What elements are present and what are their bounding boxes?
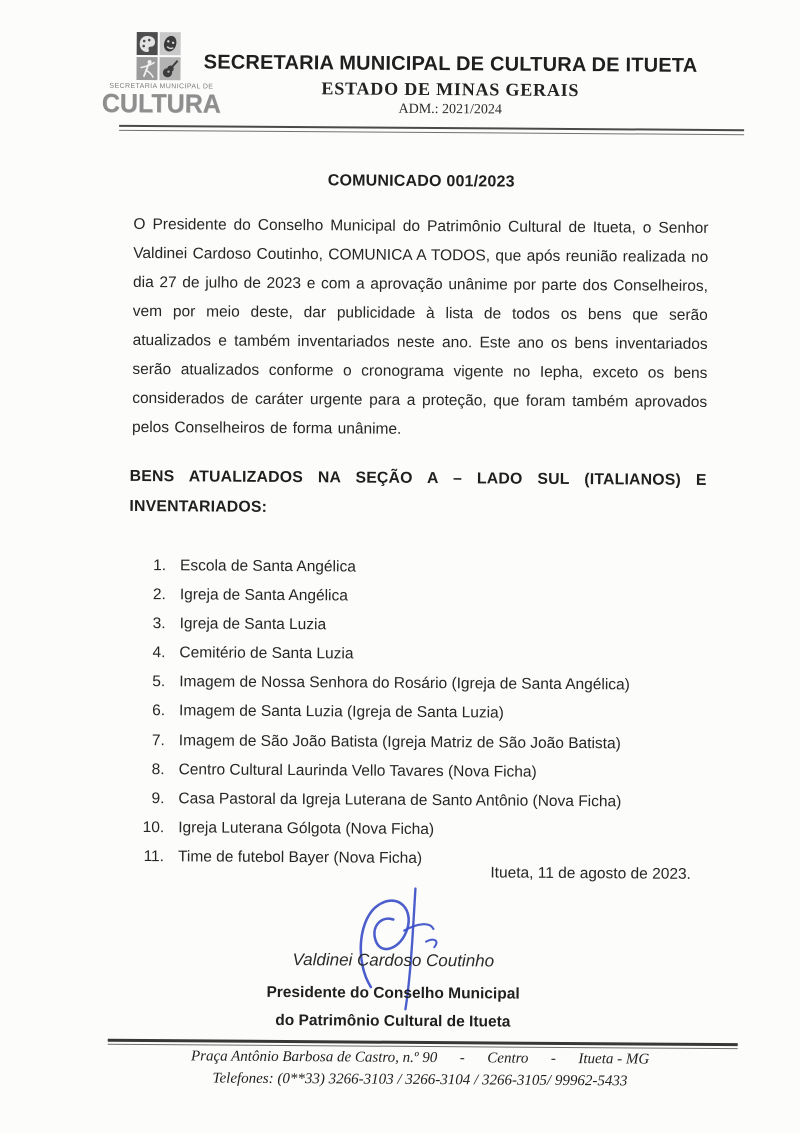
body-paragraph: O Presidente do Conselho Municipal do Patrimônio Cultural de Itueta, o Senhor Valdinei Cardoso Coutinho, COMUNICA A TODOS, que após reunião realizada no dia 27 de julho de 2023 e com a aprovação unânime por parte dos Conselheiros, vem por meio deste, dar publicidade à lista de todos os bens que serão atualizados e também inventariados neste ano. Este ano os bens inventariados serão atualizados conforme o cronograma vigente no Iepha, exceto os bens considerados de caráter urgente para a proteção, que foram também aprovados pelos Conselheiros de forma unânime.: [131, 215, 709, 438]
dancer-icon: [136, 57, 157, 80]
list-item: Cemitério de Santa Luzia: [179, 644, 354, 663]
logo-small-text: SECRETARIA MUNICIPAL DE: [109, 82, 214, 91]
list-item: Escola de Santa Angélica: [179, 557, 356, 576]
list-item: Imagem de São João Batista (Igreja Matriz de São João Batista): [178, 731, 621, 752]
signatory-role-line2: do Patrimônio Cultural de Itueta: [275, 1011, 511, 1031]
list-item: Casa Pastoral da Igreja Luterana de Santo Antônio (Nova Ficha): [178, 790, 622, 811]
list-item: Igreja de Santa Angélica: [179, 586, 348, 605]
footer-address: Praça Antônio Barbosa de Castro, n.º 90 - Centro - Itueta - MG: [190, 1048, 650, 1068]
footer-phones: Telefones: (0**33) 3266-3103 / 3266-3104 / 3266-3105/ 99962-5433: [212, 1070, 628, 1090]
org-adm-term: ADM.: 2021/2024: [398, 101, 503, 118]
org-title: SECRETARIA MUNICIPAL DE CULTURA DE ITUETA: [203, 51, 698, 77]
signatory-role-line1: Presidente do Conselho Municipal: [266, 983, 520, 1003]
guitar-icon: [159, 57, 180, 80]
header-divider: [119, 125, 744, 135]
palette-icon: [137, 32, 158, 55]
logo-tile-grid: [136, 32, 180, 80]
letterhead-text: [189, 51, 711, 120]
logo-wordmark: CULTURA: [101, 88, 221, 119]
signature-stroke: [426, 940, 436, 948]
list-item: Imagem de Santa Luzia (Igreja de Santa Luzia): [178, 702, 504, 723]
list-item: Imagem de Nossa Senhora do Rosário (Igreja de Santa Angélica): [179, 673, 630, 694]
org-state: ESTADO DE MINAS GERAIS: [321, 78, 580, 101]
signature-stroke: [360, 900, 408, 987]
theater-mask-icon: [160, 32, 181, 55]
assets-list: [138, 551, 726, 875]
list-item: Igreja de Santa Luzia: [179, 615, 327, 634]
cultura-logo: [98, 29, 226, 119]
section-heading: BENS ATUALIZADOS NA SEÇÃO A – LADO SUL (ITALIANOS) E INVENTARIADOS:: [129, 467, 707, 516]
list-item: Time de futebol Bayer (Nova Ficha): [177, 848, 423, 867]
date-line: Itueta, 11 de agosto de 2023.: [490, 864, 691, 883]
list-item: Igreja Luterana Gólgota (Nova Ficha): [178, 819, 435, 838]
document-title: COMUNICADO 001/2023: [327, 172, 515, 191]
list-item: Centro Cultural Laurinda Vello Tavares (Nova Ficha): [178, 760, 537, 781]
signatory-name: Valdinei Cardoso Coutinho: [292, 950, 495, 971]
